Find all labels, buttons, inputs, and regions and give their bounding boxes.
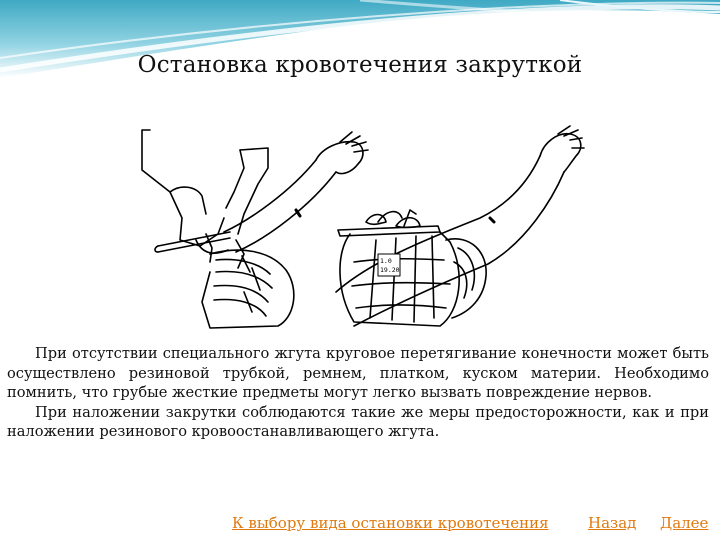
paragraph-no-tourniquet: При отсутствии специального жгута круговое перетягивание конечности может быть осуществлено резиновой трубкой, ремнем, платком, куском материи. Необходимо помнить, что грубые жесткие предметы могут легко вызвать повреждение нервов. bbox=[7, 345, 709, 402]
left-arm-figure bbox=[142, 130, 368, 328]
footer-navigation bbox=[0, 514, 720, 536]
svg-text:19.20: 19.20 bbox=[380, 266, 400, 274]
bandage-label: 1.0 bbox=[380, 257, 392, 265]
body-text bbox=[7, 344, 709, 442]
page-title: Остановка кровотечения закруткой bbox=[137, 52, 583, 78]
paragraph-precautions: При наложении закрутки соблюдаются такие же меры предосторожности, как и при наложении резинового кровоостанавливающего жгута. bbox=[7, 403, 709, 441]
back-link[interactable]: Назад bbox=[588, 514, 637, 532]
header-wave-decoration bbox=[0, 0, 720, 95]
choose-bleeding-type-link[interactable]: К выбору вида остановки кровотечения bbox=[232, 514, 549, 532]
tourniquet-illustration bbox=[140, 122, 585, 330]
next-link[interactable]: Далее bbox=[660, 514, 709, 532]
right-arm-figure bbox=[336, 126, 584, 326]
